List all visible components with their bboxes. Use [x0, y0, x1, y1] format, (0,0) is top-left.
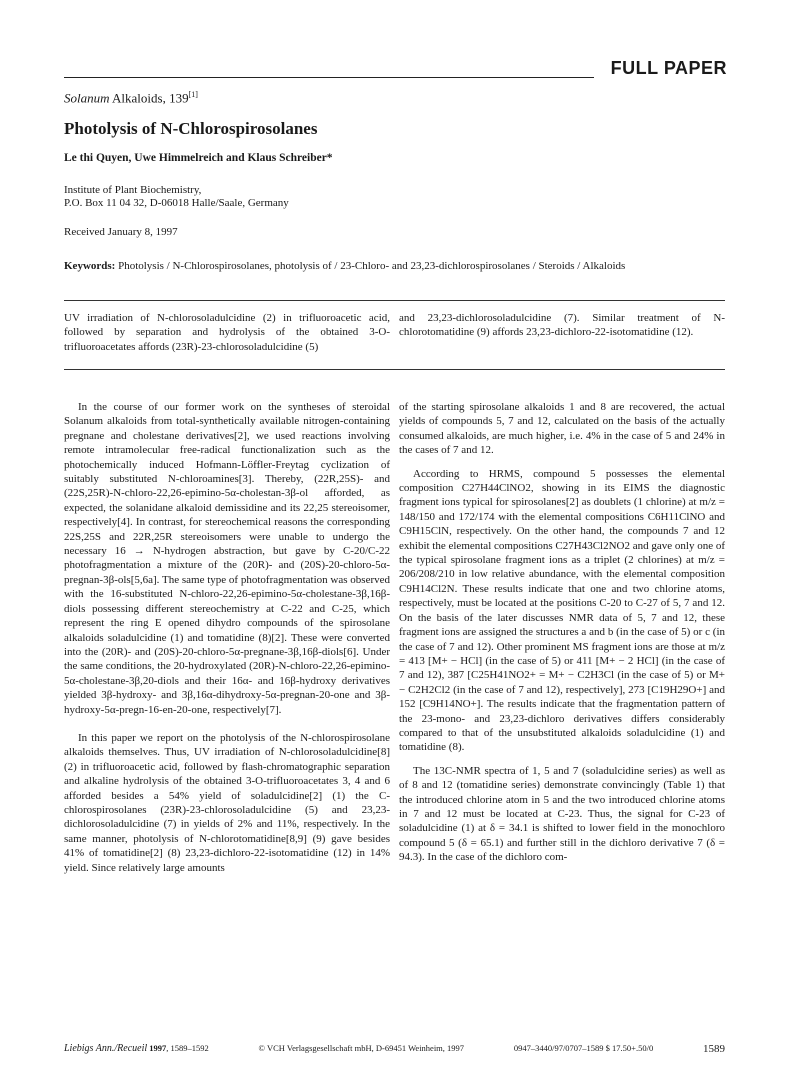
publisher-note: © VCH Verlagsgesellschaft mbH, D-69451 Weinheim, 1997 [258, 1043, 465, 1053]
body-paragraph: The 13C-NMR spectra of 1, 5 and 7 (soladulcidine series) as well as of 8 and 12 (tomatidine series) demonstrate convincingly (Table 1) that the introduced chlorine atom in 5 and the two introduced chlorine atoms in 7 and 12 must be located at C-23. Thus, the signal for C-23 of soladulcidine (1) at δ = 34.1 is shifted to lower field in the monochloro compound 5 (δ = 65.1) and further still in the dichloro derivative 7 (δ = 94.3). In the case of the dichloro com- [399, 764, 725, 864]
keywords [64, 259, 724, 273]
body-paragraph: According to HRMS, compound 5 possesses the elemental composition C27H44ClNO2, showing in its EIMS the diagnostic fragment ions typical for spirosolanes[2] as doublets (1 chlorine) at m/z = 148/150 and 172/174 with the elemental compositions C6H11ClNO and C9H15ClN, respectively. On the other hand, the compounds 7 and 12 exhibit the elemental compositions C27H43Cl2NO2 and gave only one of the typical spirosolane fragment ions as a triplet (2 chlorines) at m/z = 206/208/210 in low relative abundance, with the elemental composition C9H14Cl2N. These results indicate that one and two chlorine atoms, respectively, must be located at the positions C-20 to C-27 of 5, 7 and 12. On the basis of the later discusses NMR data of 5, 7 and 12, these fragment ions are assigned the structures a and b (in the case of 5) or c (in the case of 7 and 12). Other prominent MS fragment ions are those at m/z = 413 [M+ − HCl] (in the case of 5) or 411 [M+ − 2 HCl] (in the case of 7 and 12), 387 [C25H41NO2+ = M+ − C2H3Cl (in the case of 5) or M+ − C2H2Cl2 (in the case of 7 and 12), respectively], 273 [C19H29O+] and 152 [C9H14NO+]. The results indicate that the fragmentation pattern of the 23-mono- and 23,23-dichloro derivatives differs considerably compared to that of the unsubstituted alkaloids soladulcidine (1) and tomatidine (8). [399, 467, 725, 754]
body-column-right [399, 400, 725, 874]
page-number: 1589 [703, 1043, 725, 1055]
affiliation-line: Institute of Plant Biochemistry, [64, 184, 202, 196]
keywords-label: Keywords: [64, 260, 116, 272]
article-title: Photolysis of N-Chlorospirosolanes [64, 119, 318, 138]
series-italic: Solanum [64, 90, 110, 106]
affiliation [64, 184, 289, 210]
journal-pages: , 1589–1592 [166, 1043, 209, 1053]
article-code: 0947–3440/97/0707–1589 $ 17.50+.50/0 [513, 1043, 654, 1053]
series-rest: Alkaloids, 139 [109, 90, 189, 106]
journal-year: 1997 [149, 1043, 167, 1053]
section-label: FULL PAPER [610, 58, 727, 78]
page-footer [64, 1043, 725, 1055]
abstract-left: UV irradiation of N-chlorosoladulcidine (2) in trifluoroacetic acid, followed by separation and hydrolysis of the obtained 3-O-trifluoroacetates affords (23R)-23-chlorosoladulcidine (5) [64, 312, 390, 353]
header-rule [64, 77, 594, 78]
body-paragraph: In this paper we report on the photolysis of the N-chlorospirosolane alkaloids themselves. Thus, UV irradiation of N-chlorosoladulcidine[8] (2) in trifluoroacetic acid, followed by flash-chromatographic separation and alkaline hydrolysis of the obtained 3-O-trifluoroacetates 3, 4 and 6 afforded besides a 54% yield of soladulcidine[2] (1) the C-chlorospirosolanes (23R)-23-chlorosoladulcidine (5) and 23,23-dichlorosoladulcidine (7) in yields of 2% and 11%, respectively. In the same manner, photolysis of N-chlorotomatidine[8,9] (9) gave besides 41% of tomatidine[2] (8) 23,23-dichloro-22-isotomatidine (12) in 14% yield. Since relatively large amounts [64, 731, 390, 874]
body-paragraph: In the course of our former work on the syntheses of steroidal Solanum alkaloids from total-synthetically available nitrogen-containing pregnane and cholestane derivatives[2], we used reactions involving remote intramolecular free-radical functionalization such as the photochemically induced Hofmann-Löffler-Freytag cyclization of suitably substituted N-chloroamines[3]. Thereby, (22R,25S)- and (22S,25R)-N-chloro-22,26-epimino-5α-cholestan-3β-ol afforded, as expected, the solanidane alkaloid demissidine and its 22,25 stereoisomer, respectively[4]. In contrast, for stereochemical reasons the corresponding 22S,25S and 22R,25R stereoisomers were unable to undergo the necessary 16 → N-hydrogen abstraction, but gave by C-20/C-22 photofragmentation a mixture of the (20R)- and (20S)-20-chloro-5α-pregnan-3β-ols[5,6a]. The same type of photofragmentation was observed with the 16-substituted N-chloro-22,26-epimino-5α-cholestane-3β,16β-diols possessing different stereochemistry at C-22 and C-25, which represent the ring E opened dihydro compounds of the spirosolane alkaloids soladulcidine (1) and tomatidine (8)[2]. These were converted into the (20R)- and (20S)-20-chloro-5α-pregnane-3β,16β-diols[6]. Under the same conditions, the 20-hydroxylated (20R)-N-chloro-22,26-epimino-5α-cholestane-3β,20-diols and their 16α- and 16β-hydroxy derivatives yielded 3β-hydroxy- and 3β,16α-dihydroxy-5α-pregnan-20-one and 3β-hydroxy-5α-pregn-16-en-20-one, respectively[7]. [64, 401, 390, 716]
body-paragraph: of the starting spirosolane alkaloids 1 and 8 are recovered, the actual yields of compounds 5, 7 and 12, calculated on the basis of the actually consumed alkaloids, are much higher, i.e. 4% in the case of 5 and 24% in the cases of 7 and 12. [399, 401, 725, 457]
series-line [64, 90, 198, 106]
body-column-left [64, 400, 390, 884]
abstract-right: and 23,23-dichlorosoladulcidine (7). Similar treatment of N-chlorotomatidine (9) affords 23,23-dichloro-22-isotomatidine (12). [399, 312, 725, 339]
author-list: Le thi Quyen, Uwe Himmelreich and Klaus Schreiber* [64, 152, 333, 164]
series-ref: [1] [188, 90, 198, 99]
footer-citation [64, 1043, 209, 1055]
journal-name: Liebigs Ann./Recueil [64, 1043, 148, 1054]
keywords-text: Photolysis / N-Chlorospirosolanes, photolysis of / 23-Chloro- and 23,23-dichlorospirosolanes / Steroids / Alkaloids [115, 260, 626, 272]
received-date: Received January 8, 1997 [64, 226, 178, 238]
affiliation-line: P.O. Box 11 04 32, D-06018 Halle/Saale, Germany [64, 197, 289, 209]
